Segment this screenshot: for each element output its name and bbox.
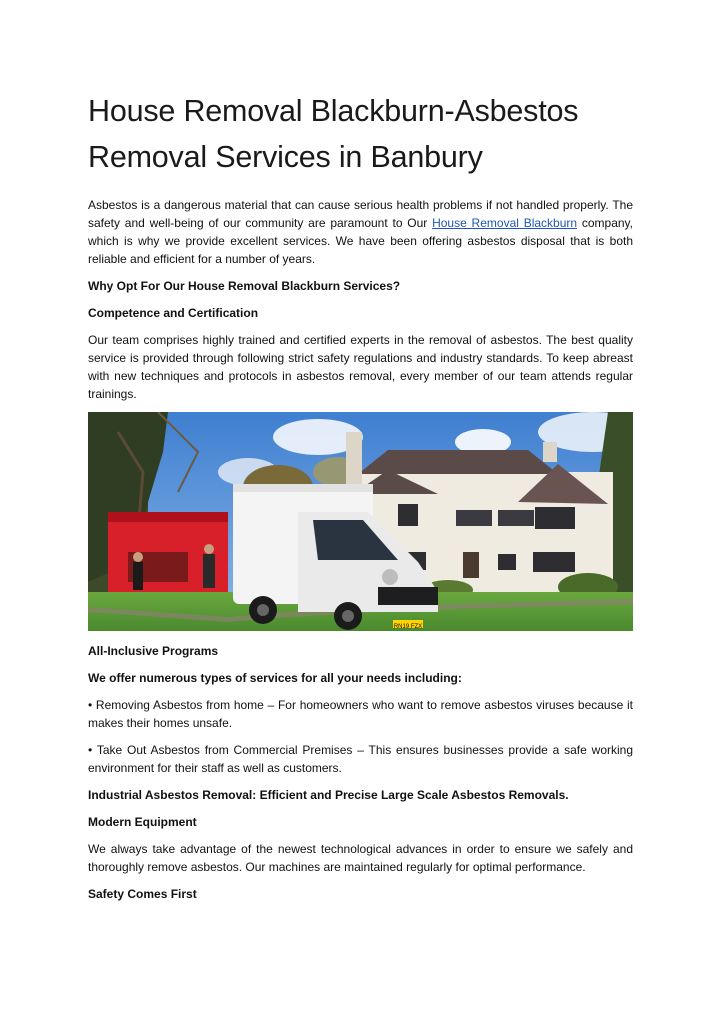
bullet-commercial: • Take Out Asbestos from Commercial Premises – This ensures businesses provide a safe working environment for their staff as well as customers.	[88, 743, 633, 775]
van-plate: RN19 FZX	[393, 624, 423, 630]
why-heading: Why Opt For Our House Removal Blackburn Services?	[88, 279, 401, 293]
competence-heading: Competence and Certification	[88, 306, 259, 320]
intro-paragraph	[88, 196, 633, 268]
safety-heading: Safety Comes First	[88, 887, 197, 901]
services-heading: We offer numerous types of services for all your needs including:	[88, 671, 462, 685]
equipment-paragraph: We always take advantage of the newest technological advances in order to ensure we safely and thoroughly remove asbestos. Our machines are maintained regularly for optimal performance.	[88, 842, 633, 874]
intro-text-after: company, which is why we provide excellent services. We have been offering asbestos disposal that is both reliable and efficient for a number of years.	[88, 216, 633, 266]
equipment-heading: Modern Equipment	[88, 815, 197, 829]
house-removal-blackburn-link[interactable]: House Removal Blackburn	[432, 216, 578, 230]
intro-text-before: Asbestos is a dangerous material that can cause serious health problems if not handled properly. The safety and well-being of our community are paramount to Our	[88, 198, 633, 230]
competence-paragraph: Our team comprises highly trained and certified experts in the removal of asbestos. The best quality service is provided through following strict safety regulations and industry standards. To keep abreast with new techniques and protocols in asbestos removal, every member of our team attends regular trainings.	[88, 333, 633, 401]
page-title: House Removal Blackburn-Asbestos Removal Services in Banbury	[88, 94, 579, 174]
programs-heading: All-Inclusive Programs	[88, 644, 219, 658]
document-page	[88, 88, 633, 912]
industrial-heading: Industrial Asbestos Removal: Efficient and Precise Large Scale Asbestos Removals.	[88, 788, 569, 802]
bullet-home: • Removing Asbestos from home – For homeowners who want to remove asbestos viruses because it makes their homes unsafe.	[88, 698, 633, 730]
removal-van-house-photo	[88, 412, 633, 631]
